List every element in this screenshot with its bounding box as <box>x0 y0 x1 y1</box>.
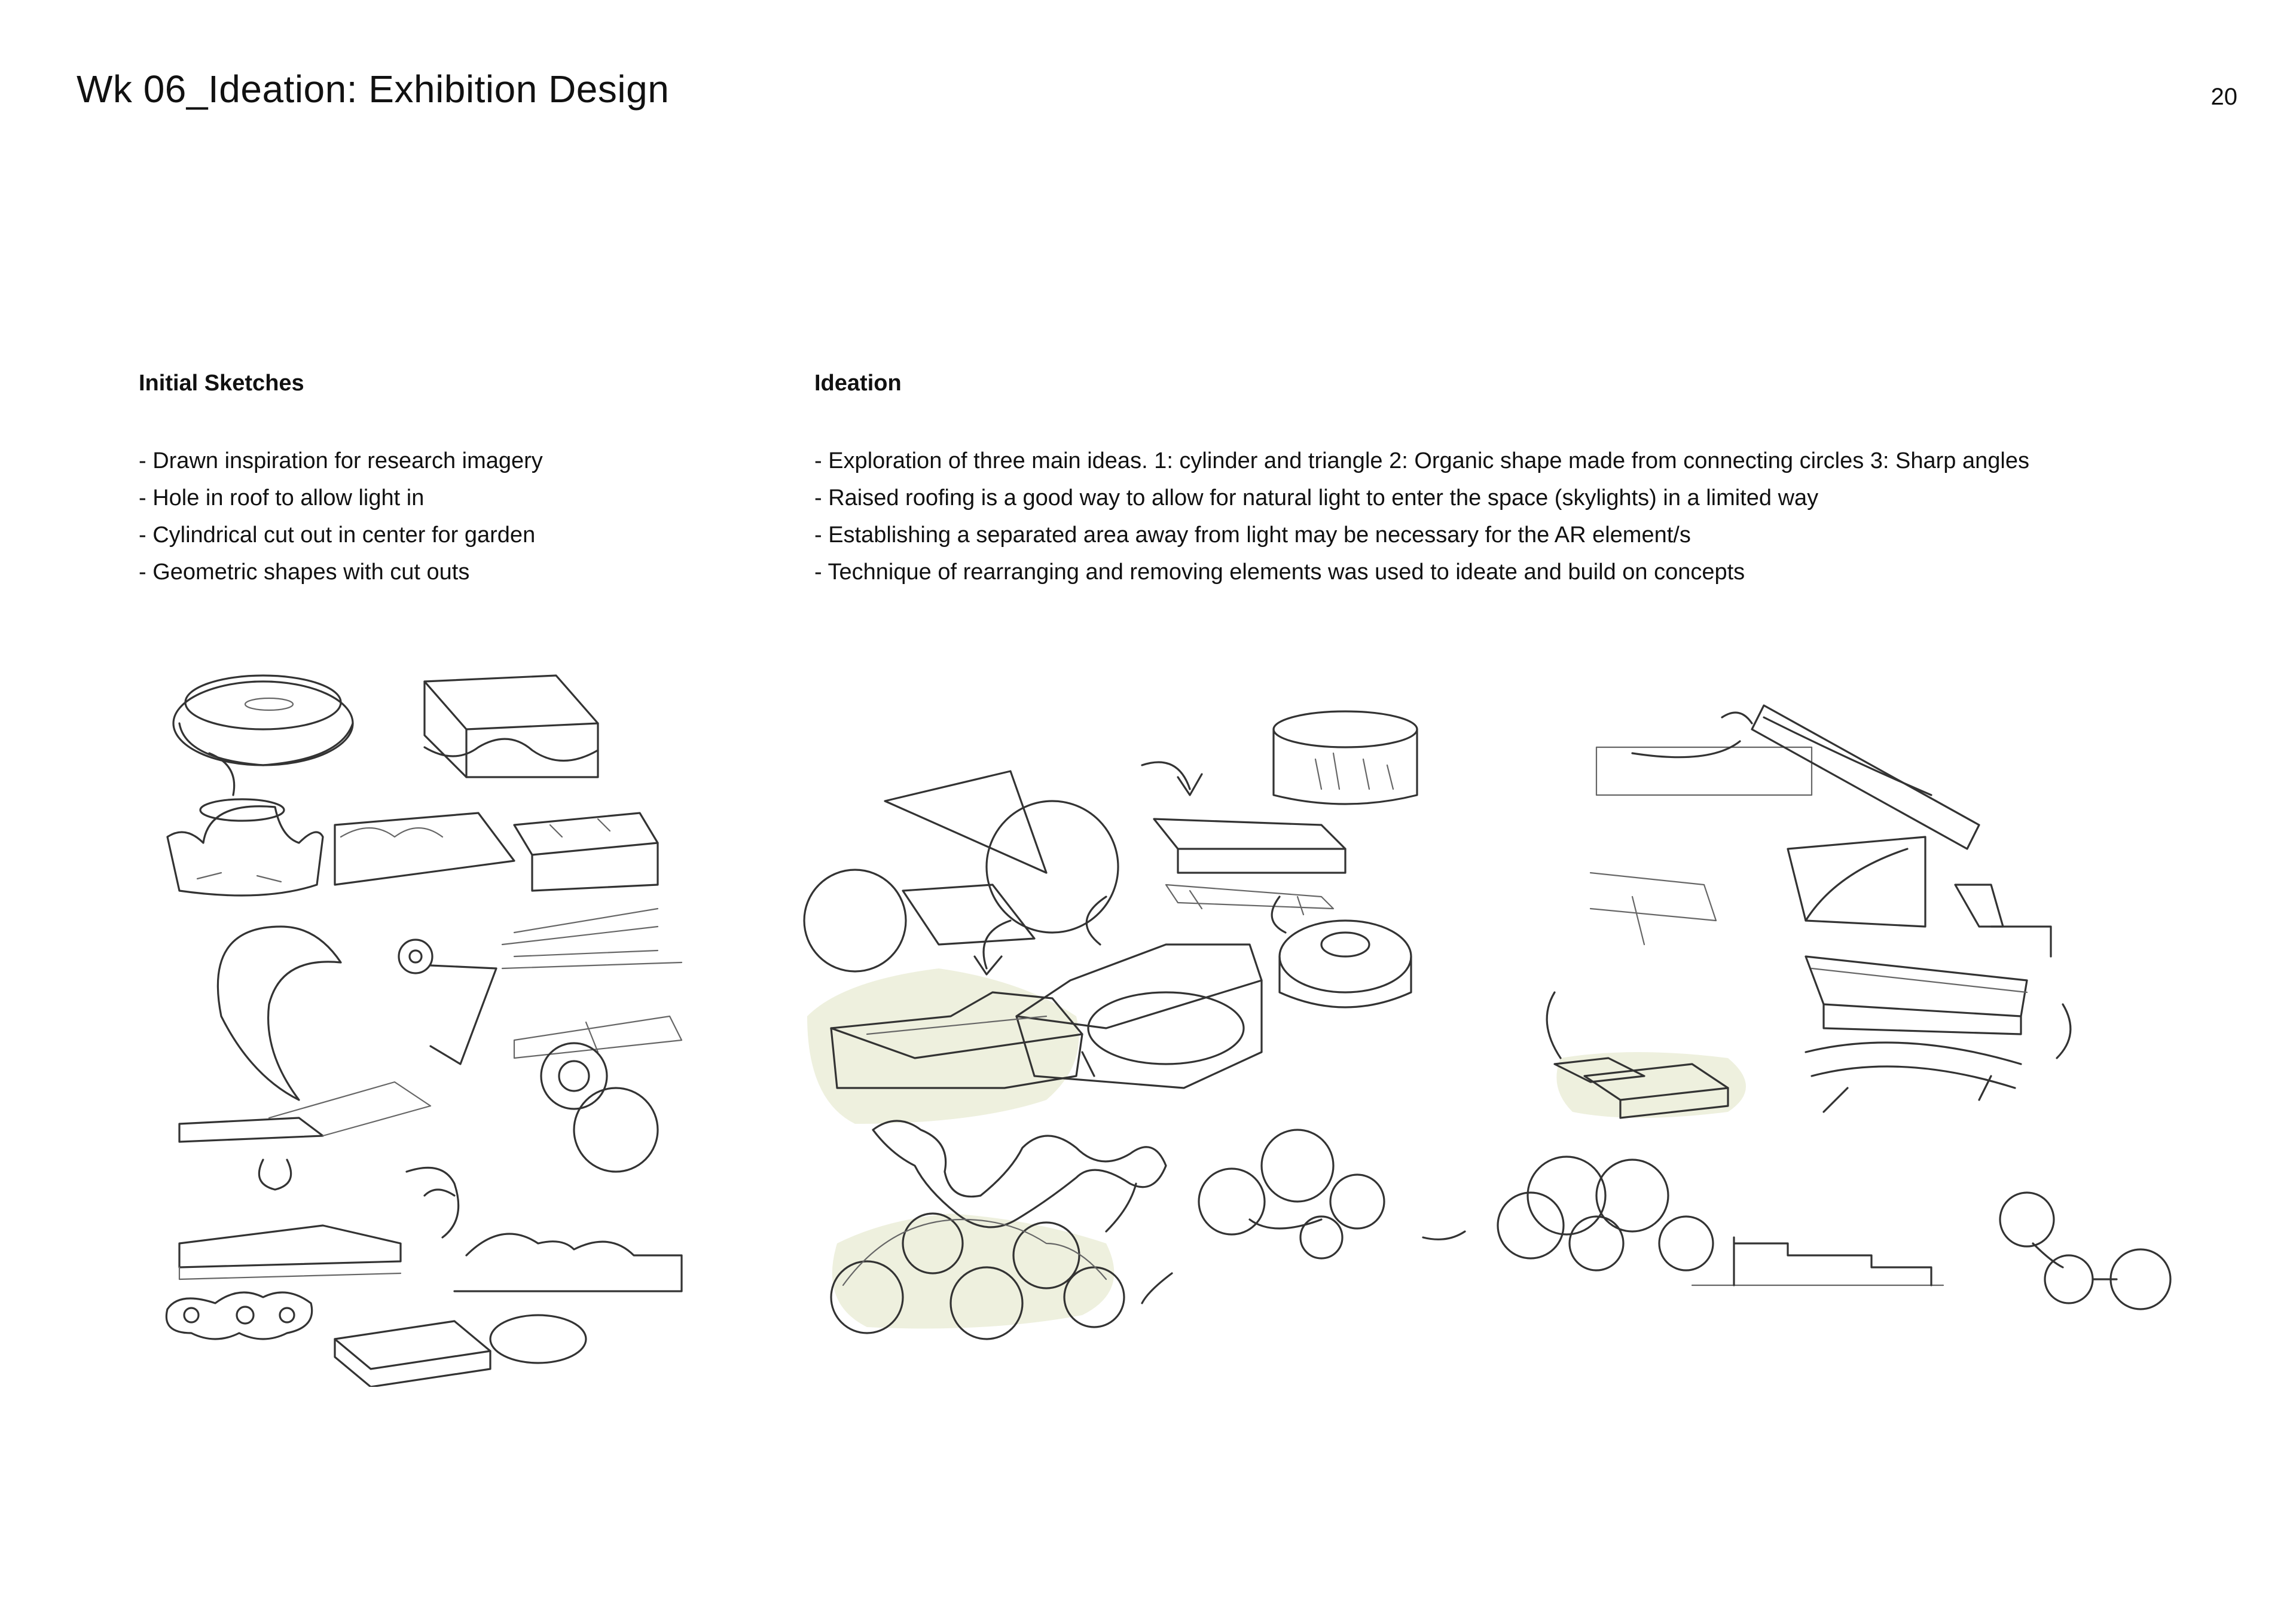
sketch-layered-roofs <box>502 909 682 1058</box>
initial-note: - Cylindrical cut out in center for garden <box>139 522 536 548</box>
initial-sketches-illustration <box>144 646 718 1387</box>
sketch-flat-wedge <box>179 1082 430 1190</box>
sketch-ring-cylinder <box>1280 921 1411 1007</box>
highlight-wash <box>807 968 1079 1124</box>
ideation-note: - Establishing a separated area away from light may be necessary for the AR element/s <box>814 522 1691 548</box>
sketch-cone-cut <box>407 1167 459 1237</box>
sketch-ellipse-roof <box>173 676 353 765</box>
sketch-plants-cylinder <box>1274 711 1417 804</box>
sketch-sharp-roof <box>1596 705 1979 849</box>
ideation-note: - Raised roofing is a good way to allow for natural light to enter the space (skylights) in a limited way <box>814 485 1819 511</box>
sketch-arrows <box>975 897 1286 974</box>
initial-note: - Geometric shapes with cut outs <box>139 560 470 585</box>
initial-sketches-heading: Initial Sketches <box>139 371 304 396</box>
sketch-elevation-steps <box>1692 1237 1943 1285</box>
sketch-long-blocks <box>1154 819 1345 915</box>
sketch-organic-wave <box>873 1121 1166 1227</box>
ideation-note: - Technique of rearranging and removing elements was used to ideate and build on concepts <box>814 560 1745 585</box>
sketch-bubble-group <box>1498 1157 1713 1270</box>
ideation-note: - Exploration of three main ideas. 1: cylinder and triangle 2: Organic shape made from connecting circles 3: Sharp angles <box>814 448 2029 473</box>
sketch-crescent <box>218 927 341 1100</box>
ideation-heading: Ideation <box>814 371 902 396</box>
sketch-arrows-row <box>1106 1184 1465 1303</box>
sketch-angle-blocks <box>1590 837 2051 956</box>
sketch-curved-span <box>1806 1043 2021 1112</box>
sketch-tapered-bar <box>1806 956 2027 1034</box>
initial-sketches-notes <box>139 442 543 591</box>
sketch-organic-holes <box>166 1292 312 1339</box>
sketch-wave-box <box>425 676 598 777</box>
ideation-sketches-illustration <box>795 646 2182 1363</box>
sketch-garden-bowl <box>167 753 323 895</box>
initial-note: - Drawn inspiration for research imagery <box>139 448 543 473</box>
sketch-stacked-slabs <box>335 1315 586 1387</box>
sketch-slab-box <box>514 813 658 891</box>
page-title: Wk 06_Ideation: Exhibition Design <box>77 68 670 111</box>
ideation-notes <box>814 442 2029 591</box>
page-number: 20 <box>2210 84 2237 110</box>
initial-note: - Hole in roof to allow light in <box>139 485 425 511</box>
sketch-bubble-cluster <box>1199 1130 1384 1258</box>
sketch-cylinder-triangle <box>804 762 1202 971</box>
sketch-long-roof <box>179 1225 401 1279</box>
sketch-ramp-roof <box>335 813 514 885</box>
sketch-circles-overlap <box>541 1043 658 1172</box>
highlight-wash <box>832 1214 1115 1329</box>
sketch-wave-wall <box>454 1234 682 1291</box>
sketch-keyhole <box>399 940 496 1064</box>
sketch-dumbbell-circles <box>2000 1193 2170 1309</box>
